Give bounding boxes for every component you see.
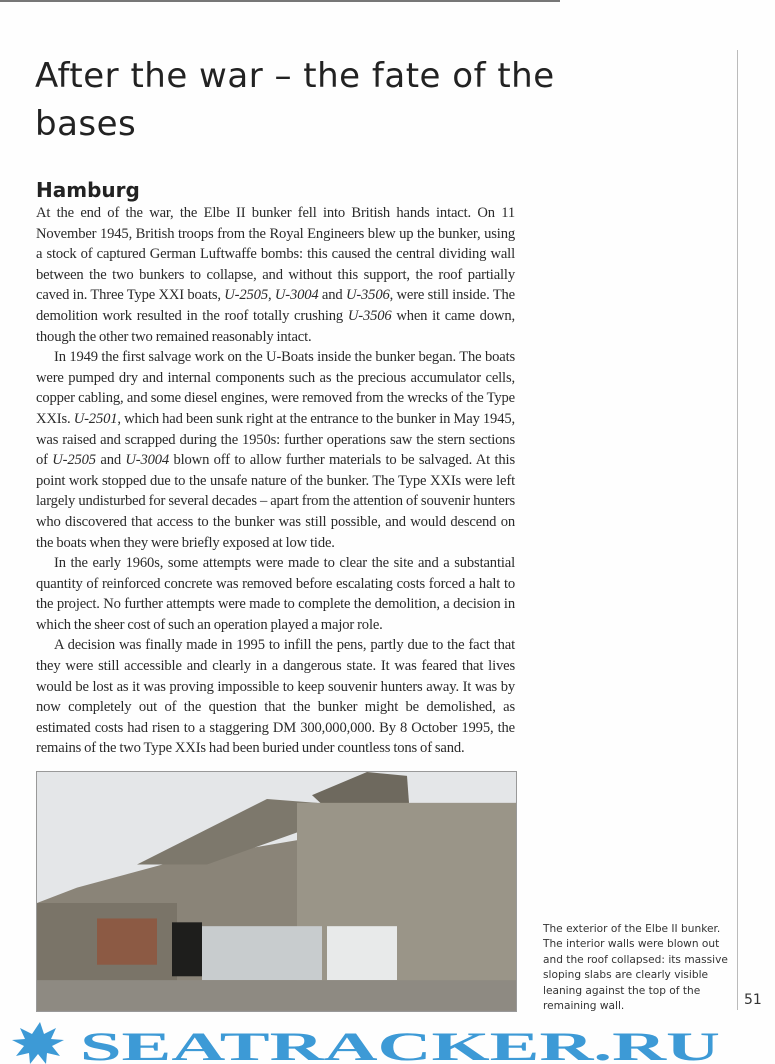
paragraph: At the end of the war, the Elbe II bunker fell into British hands intact. On 11 November 1945, British troops from the Royal Engineers blew up the bunker, using a stock of captured German Luftwaffe bombs: this caused the central dividing wall between the two bunkers to collapse, and without this support, the roof partially caved in. Three Type XXI boats, U-2505, U-3004 and U-3506, were still inside. The demolition work resulted in the roof totally crushing U-3506 when it came down, though the other two remained reasonably intact.	[36, 205, 515, 345]
paragraph: In 1949 the first salvage work on the U-Boats inside the bunker began. The boats were pumped dry and internal components such as the precious accumulator cells, copper cabling, and some diesel engines, were removed from the wrecks of the Type XXIs. U-2501, which had been sunk right at the entrance to the bunker in May 1945, was raised and scrapped during the 1950s: further operations saw the stern sections of U-2505 and U-3004 blown off to allow further materials to be salvaged. At this point work stopped due to the unsafe nature of the bunker. The Type XXIs were left largely undisturbed for several decades – apart from the attention of souvenir hunters who discovered that access to the bunker was still possible, and would descend on the boats when they were briefly exposed at low tide.	[36, 349, 515, 551]
section-heading: Hamburg	[36, 178, 140, 202]
watermark-text: SEATRACKER.RU	[80, 1024, 720, 1064]
paragraph: In the early 1960s, some attempts were made to clear the site and a substantial quantity of reinforced concrete was removed before escalating costs forced a halt to the project. No further attempts were made to complete the demolition, a decision in which the sheer cost of such an operation played a major role.	[36, 555, 515, 633]
main-column	[36, 178, 516, 1012]
starburst-icon	[12, 1022, 64, 1064]
margin-rule	[737, 50, 738, 1010]
watermark-logo	[0, 1020, 775, 1064]
bunker-photo	[36, 771, 517, 1012]
photo-caption: The exterior of the Elbe II bunker. The interior walls were blown out and the roof collapsed: its massive sloping slabs are clearly visible leaning against the top of the remaining wall.	[543, 923, 728, 1013]
top-rule	[0, 0, 560, 2]
paragraph: A decision was finally made in 1995 to infill the pens, partly due to the fact that they were still accessible and clearly in a dangerous state. It was feared that lives would be lost as it was proving impossible to keep souvenir hunters away. It was by now completely out of the question that the bunker might be demolished, as estimated costs had risen to a staggering DM 300,000,000. By 8 October 1995, the remains of the two Type XXIs had been buried under countless tons of sand.	[36, 637, 515, 757]
body-text	[36, 203, 515, 759]
page-number: 51	[744, 992, 762, 1008]
page-title: After the war – the fate of the bases	[35, 56, 555, 144]
